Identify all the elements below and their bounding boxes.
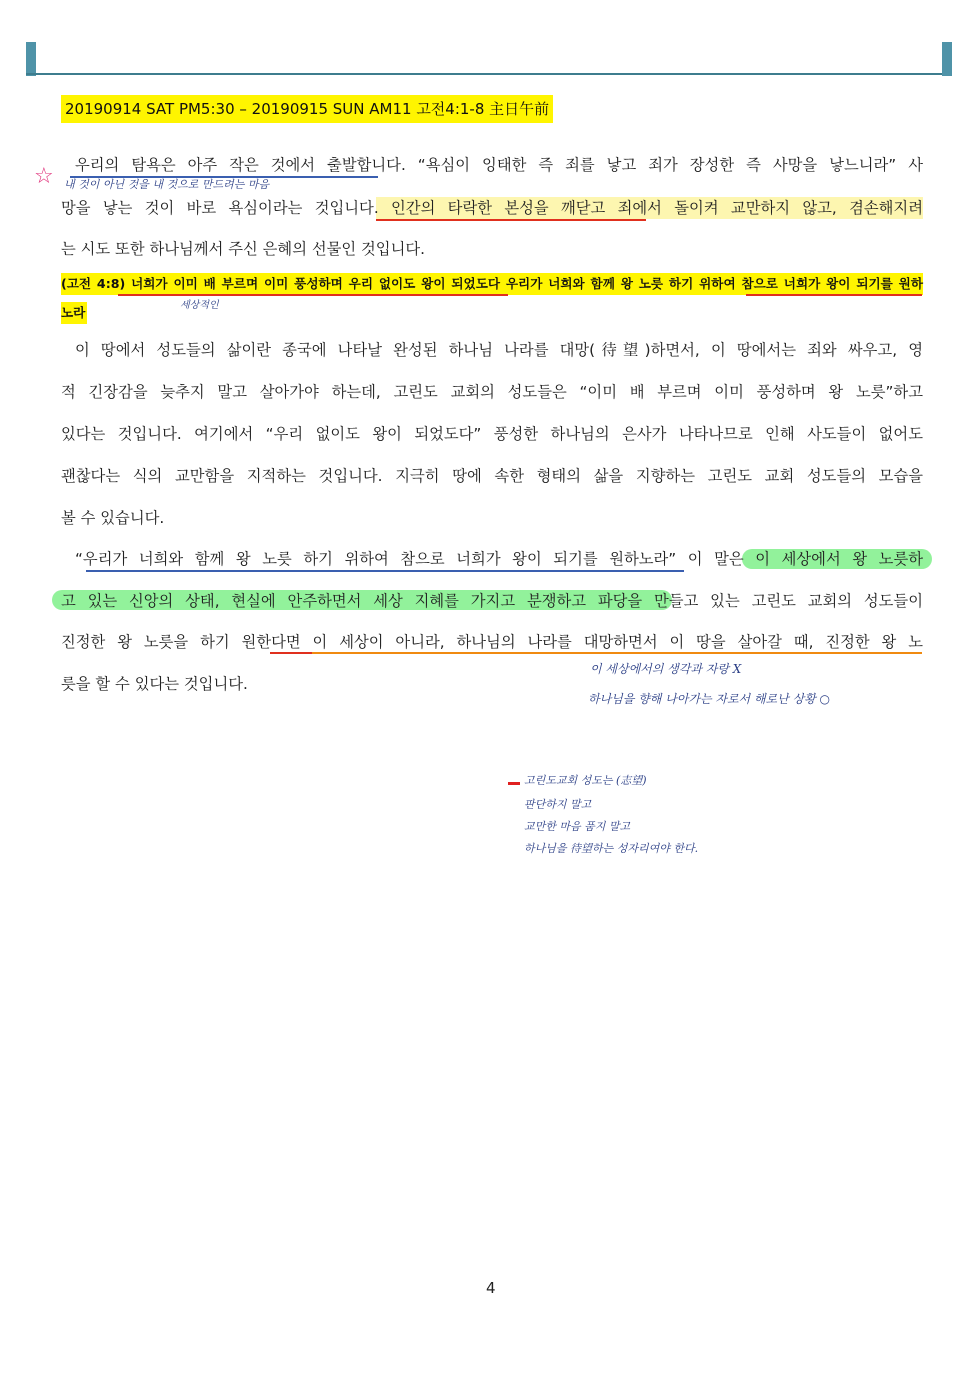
- underline-p3-a: [86, 570, 684, 572]
- paragraph1-line2: 망을 낳는 것이 바로 욕심이라는 것입니다. 인간의 타락한 본성을 깨닫고 죄에서 돌이켜 교만하지 않고, 겸손해지려: [61, 199, 923, 217]
- handwritten-note-2: 세상적인: [180, 300, 219, 311]
- underline-p1-b: [376, 219, 646, 221]
- paragraph2-line2: 적 긴장감을 늦추지 말고 살아가야 하는데, 고린도 교회의 성도들은 “이미 배 부르며 이미 풍성하며 왕 노릇”하고: [61, 383, 923, 401]
- paragraph2-line5: 볼 수 있습니다.: [61, 509, 165, 527]
- paragraph3-line4: 릇을 할 수 있다는 것입니다.: [61, 675, 248, 693]
- paragraph2-line4: 괜찮다는 식의 교만함을 지적하는 것입니다. 지극히 땅에 속한 형태의 삶을 지향하는 고린도 교회 성도들의 모습을: [61, 467, 923, 485]
- document-title: 20190914 SAT PM5:30 – 20190915 SUN AM11 고전4:1-8 主日午前: [61, 95, 553, 123]
- header-right-marker: [942, 42, 952, 76]
- red-dash-marker: [508, 782, 520, 785]
- star-icon: ☆: [34, 164, 54, 189]
- bottom-note-line2: 판단하지 말고: [524, 798, 592, 811]
- bottom-note-line3: 교만한 마음 품지 말고: [524, 820, 631, 833]
- header-left-marker: [26, 42, 36, 76]
- handwritten-note-3a: 이 세상에서의 생각과 자랑 X: [590, 662, 742, 676]
- paragraph3-line2: 고 있는 신앙의 상태, 현실에 안주하면서 세상 지혜를 가지고 분쟁하고 파당을 만들고 있는 고린도 교회의 성도들이: [61, 592, 923, 610]
- paragraph3-line1: “우리가 너희와 함께 왕 노릇 하기 위하여 참으로 너희가 왕이 되기를 원하노라” 이 말은 이 세상에서 왕 노릇하: [75, 550, 923, 568]
- paragraph1-line1: 우리의 탐욕은 아주 작은 것에서 출발합니다. “욕심이 잉태한 즉 죄를 낳고 죄가 장성한 즉 사망을 낳느니라” 사: [75, 156, 923, 174]
- page-number: 4: [486, 1279, 496, 1297]
- paragraph2-line3: 있다는 것입니다. 여기에서 “우리 없이도 왕이 되었도다” 풍성한 하나님의 은사가 나타나므로 인해 사도들이 없어도: [61, 425, 923, 443]
- bottom-note-line4: 하나님을 待望하는 성자리여야 한다.: [524, 842, 699, 855]
- bottom-note-line1: 고린도교회 성도는 (志望): [524, 774, 647, 787]
- quote-line1: (고전 4:8) 너희가 이미 배 부르며 이미 풍성하며 우리 없이도 왕이 되었도다 우리가 너희와 함께 왕 노릇 하기 위하여 참으로 너희가 왕이 되기를 원하: [61, 273, 923, 295]
- paragraph1-line3: 는 시도 또한 하나님께서 주신 은혜의 선물인 것입니다.: [61, 240, 425, 258]
- underline-quote-a: [118, 294, 508, 296]
- underline-quote-b: [746, 294, 922, 296]
- handwritten-note-1: 내 것이 아닌 것을 내 것으로 만드려는 마음: [64, 178, 270, 191]
- paragraph3-line3: 진정한 왕 노릇을 하기 원한다면 이 세상이 아니라, 하나님의 나라를 대망하면서 이 땅을 살아갈 때, 진정한 왕 노: [61, 633, 923, 651]
- handwritten-note-3b: 하나님을 향해 나아가는 자로서 해로난 상황 ○: [588, 692, 831, 706]
- paragraph2-line1: 이 땅에서 성도들의 삶이란 종국에 나타날 완성된 하나님 나라를 대망(待望)하면서, 이 땅에서는 죄와 싸우고, 영: [75, 341, 923, 359]
- quote-line2: 노라: [61, 302, 87, 324]
- header-rule: [26, 73, 952, 75]
